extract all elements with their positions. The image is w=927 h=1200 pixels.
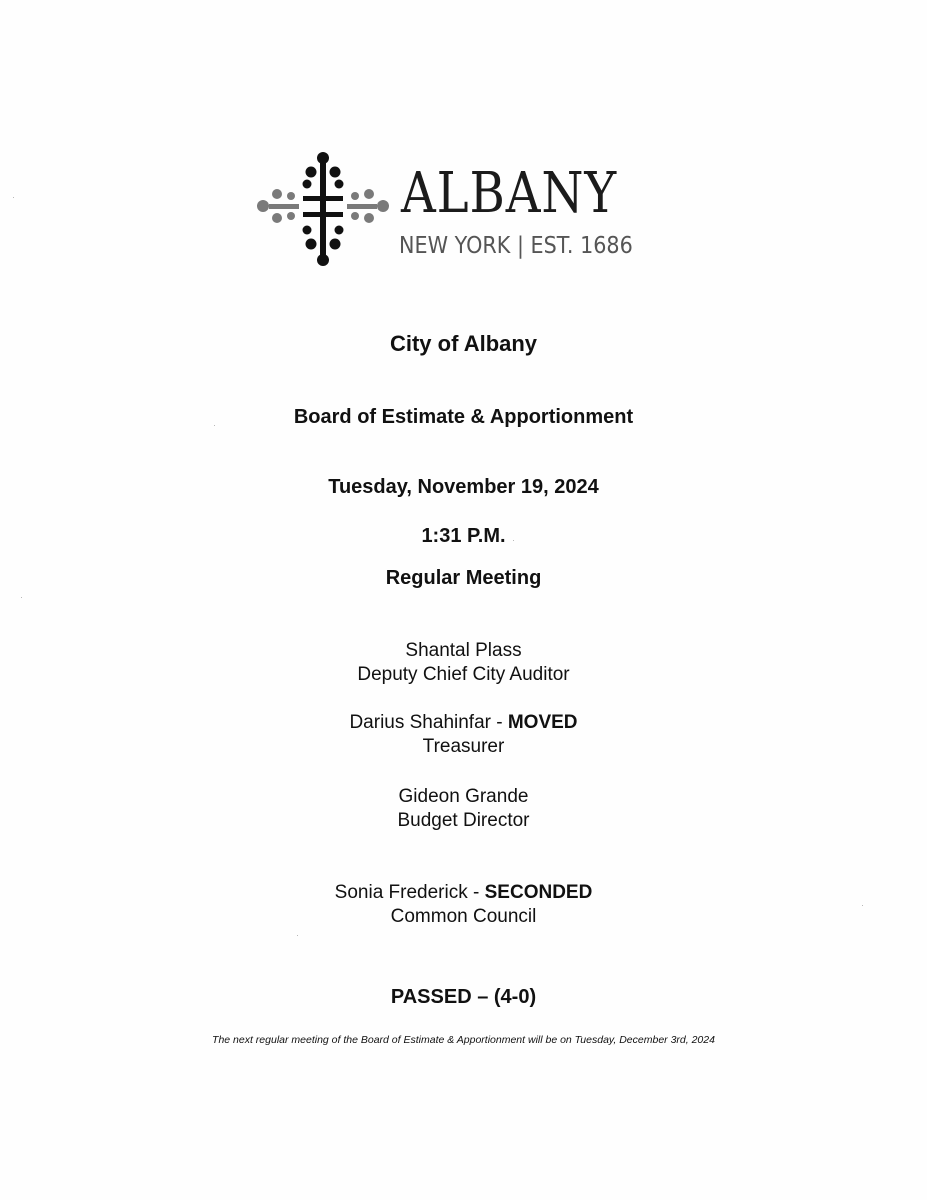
member-title: Treasurer — [422, 736, 505, 757]
member-name-text: Shantal Plass — [405, 640, 522, 661]
meeting-date: Tuesday, November 19, 2024 — [328, 476, 599, 498]
next-meeting-note: The next regular meeting of the Board of Estimate & Apportionment will be on Tuesday, December 3rd, 2024 — [212, 1034, 715, 1046]
albany-emblem-icon — [255, 150, 391, 268]
scan-speck — [297, 935, 298, 936]
member-name — [0, 639, 927, 663]
member-name — [0, 785, 927, 809]
member-action: SECONDED — [484, 882, 593, 903]
organization-title: City of Albany — [389, 331, 538, 356]
scan-speck — [21, 597, 22, 598]
logo-wordmark: ALBANY — [401, 161, 618, 226]
scan-speck — [862, 905, 863, 906]
member-name — [0, 711, 927, 735]
meeting-type: Regular Meeting — [385, 567, 542, 589]
member-title: Budget Director — [397, 810, 530, 831]
albany-logo — [255, 150, 675, 268]
scan-speck — [513, 540, 514, 541]
board-title: Board of Estimate & Apportionment — [293, 406, 634, 428]
scan-speck — [214, 425, 215, 426]
member-title: Common Council — [390, 906, 537, 927]
member-name — [0, 881, 927, 905]
member-name-text: Darius Shahinfar - — [349, 712, 508, 733]
meeting-time: 1:31 P.M. — [421, 525, 506, 547]
vote-result: PASSED – (4-0) — [390, 986, 537, 1008]
member-name-text: Gideon Grande — [398, 786, 529, 807]
member-action: MOVED — [507, 712, 578, 733]
scan-speck — [13, 197, 14, 198]
member-name-text: Sonia Frederick - — [334, 882, 485, 903]
logo-subtitle: NEW YORK | EST. 1686 — [399, 233, 633, 259]
member-title: Deputy Chief City Auditor — [357, 664, 570, 685]
